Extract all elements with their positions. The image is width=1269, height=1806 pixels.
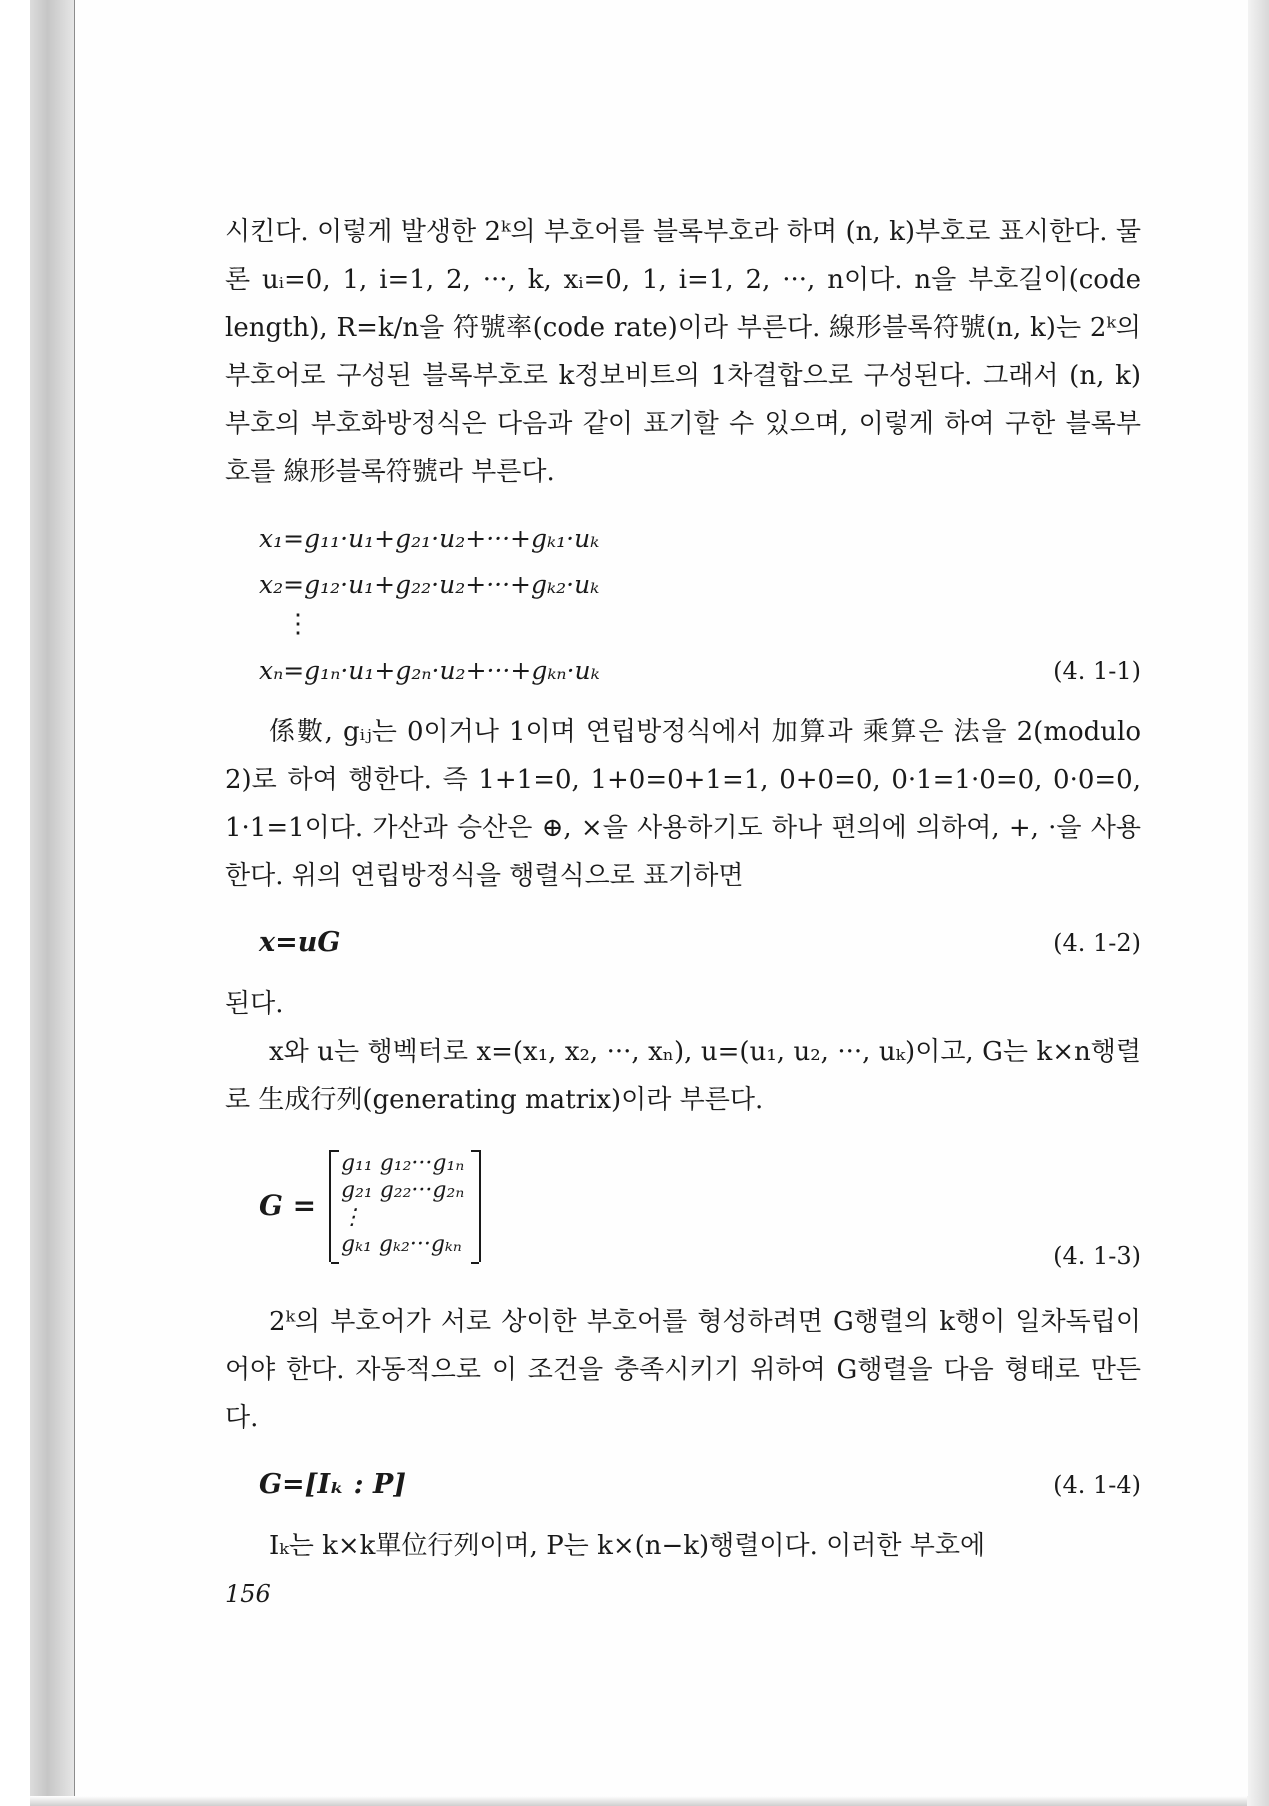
equation-line-1: x₁=g₁₁·u₁+g₂₁·u₂+···+gₖ₁·uₖ: [259, 524, 600, 553]
page-edge-bottom: [30, 1796, 1247, 1806]
page-number: 156: [225, 1580, 271, 1608]
matrix-row-2: g₂₁ g₂₂···g₂ₙ: [341, 1178, 465, 1203]
equation-line-n-text: xₙ=g₁ₙ·u₁+g₂ₙ·u₂+···+gₖₙ·uₖ: [259, 656, 600, 685]
equation-line-n: [225, 648, 1141, 694]
equation-vdots: ⋮: [285, 609, 311, 639]
paragraph-6: Iₖ는 k×k單位行列이며, P는 k×(n−k)행렬이다. 이러한 부호에: [269, 1531, 986, 1561]
equation-number-3: (4. 1-3): [1053, 1242, 1141, 1270]
equation-xug: [225, 920, 1141, 966]
paragraph-4: x와 u는 행벡터로 x=(x₁, x₂, ···, xₙ), u=(u₁, u₂, ···, uₖ)이고, G는 k×n행렬로 生成行列(generating matrix)이라 부른다.: [225, 1037, 1141, 1115]
page-content: [225, 208, 1141, 1570]
equation-4-1-1: [225, 516, 1141, 694]
matrix-row-1: g₁₁ g₁₂···g₁ₙ: [341, 1151, 465, 1176]
matrix-row-vdots: ⋮: [341, 1205, 363, 1230]
paragraph-2: 係數, gᵢⱼ는 0이거나 1이며 연립방정식에서 加算과 乘算은 法을 2(modulo 2)로 하여 행한다. 즉 1+1=0, 1+0=0+1=1, 0+0=0, 0·1=1·0=0, 0·0=0, 1·1=1이다. 가산과 승산은 ⊕, ×을 사용하기도 하나 편의에 의하여, +, ·을 사용한다. 위의 연립방정식을 행렬식으로 표기하면: [225, 717, 1141, 891]
paragraph-3: 된다.: [225, 989, 284, 1019]
equation-number-4: (4. 1-4): [1053, 1471, 1141, 1499]
matrix-row-k: gₖ₁ gₖ₂···gₖₙ: [341, 1232, 462, 1257]
generator-matrix: [329, 1150, 481, 1262]
equation-number-1: (4. 1-1): [1053, 657, 1141, 685]
equation-xug-text: x=uG: [259, 927, 341, 958]
book-page: [74, 0, 1248, 1796]
paragraph-1: 시킨다. 이렇게 발생한 2ᵏ의 부호어를 블록부호라 하며 (n, k)부호로 표시한다. 물론 uᵢ=0, 1, i=1, 2, ···, k, xᵢ=0, 1, i=1, 2, ···, n이다. n을 부호길이(code length), R=k/n을 符號率(code rate)이라 부른다. 線形블록符號(n, k)는 2ᵏ의 부호어로 구성된 블록부호로 k정보비트의 1차결합으로 구성된다. 그래서 (n, k)부호의 부호화방정식은 다음과 같이 표기할 수 있으며, 이렇게 하여 구한 블록부호를 線形블록符號라 부른다.: [225, 217, 1141, 487]
book-spine: [30, 0, 75, 1806]
page-edge-shadow: [1247, 0, 1269, 1806]
equation-line-2: x₂=g₁₂·u₁+g₂₂·u₂+···+gₖ₂·uₖ: [259, 570, 600, 599]
equation-4-1-2: [225, 920, 1141, 966]
equation-g-ik-p: [225, 1462, 1141, 1508]
equation-g-ik-p-text: G=[Iₖ : P]: [259, 1469, 407, 1500]
equation-4-1-4: [225, 1462, 1141, 1508]
equation-number-2: (4. 1-2): [1053, 929, 1141, 957]
matrix-label: G =: [259, 1189, 317, 1222]
equation-4-1-3: [225, 1140, 1141, 1280]
paragraph-5: 2ᵏ의 부호어가 서로 상이한 부호어를 형성하려면 G행렬의 k행이 일차독립이어야 한다. 자동적으로 이 조건을 충족시키기 위하여 G행렬을 다음 형태로 만든다.: [225, 1307, 1141, 1433]
